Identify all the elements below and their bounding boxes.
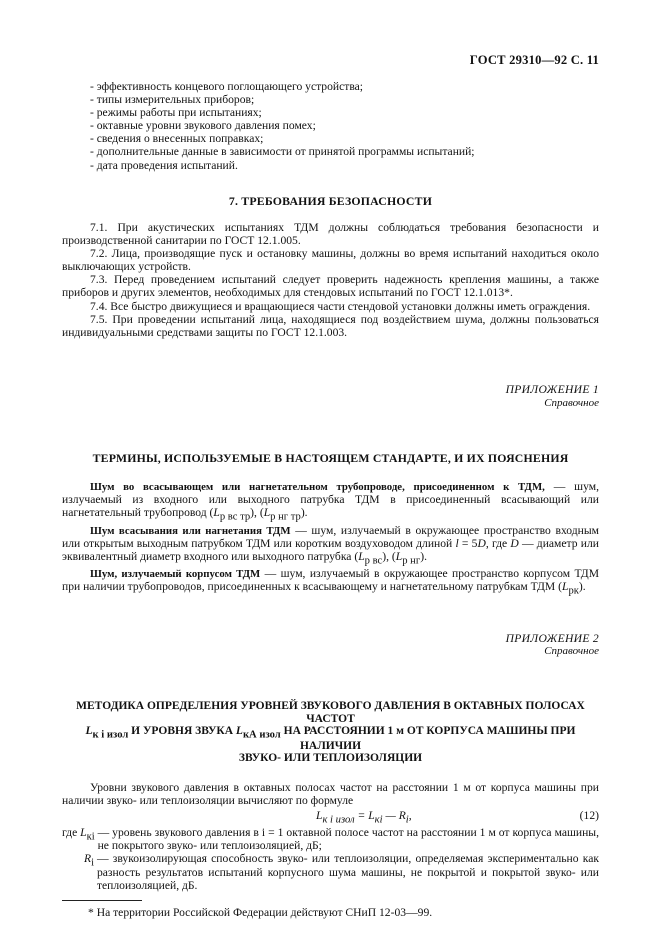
symbol-subscript: к i изол [322, 814, 355, 826]
symbol: L [235, 724, 243, 737]
punctuation: ). [578, 580, 586, 594]
symbol-subscript: p нг тр [270, 511, 301, 523]
paragraph-7-2: 7.2. Лица, производящие пуск и остановку машины, должны во время испытаний находиться около выключающих устройств. [62, 247, 599, 274]
symbol-subscript: p вс [364, 555, 383, 567]
formula-part: = L [357, 809, 375, 823]
formula-12 [62, 809, 599, 824]
paragraph-7-5: 7.5. При проведении испытаний лица, находящиеся под воздействием шума, должны пользоваться индивидуальными средствами защиты по ГОСТ 12.1.003. [62, 312, 599, 339]
symbol-subscript: кi [86, 831, 95, 843]
symbol-subscript: кi [374, 814, 383, 826]
list-item: - режимы работы при испытаниях; [90, 106, 262, 120]
method-title-line: МЕТОДИКА ОПРЕДЕЛЕНИЯ УРОВНЕЙ ЗВУКОВОГО ДАВЛЕНИЯ В ОКТАВНЫХ ПОЛОСАХ ЧАСТОТ [76, 700, 585, 725]
symbol: L [85, 724, 93, 737]
where-label: где [62, 826, 78, 840]
method-title-part: НА РАССТОЯНИИ 1 м ОТ КОРПУСА МАШИНЫ ПРИ НАЛИЧИИ [283, 724, 576, 752]
term-definition: — диаметр или эквивалентный диаметр входного или выходного патрубка ( [62, 536, 599, 563]
symbol: L [562, 580, 569, 594]
report-contents-list [62, 80, 599, 172]
method-intro: Уровни звукового давления в октавных полосах частот на расстоянии 1 м от корпуса машины при наличии звуко- или теплоизоляции вычисляют по формуле [62, 781, 599, 808]
term-paragraph-3 [62, 567, 599, 597]
equation-part: = 5 [461, 536, 478, 550]
appendix-title: ПРИЛОЖЕНИЕ 1 [505, 382, 599, 396]
punctuation: , [408, 809, 412, 823]
symbol-subscript: кА изол [242, 728, 281, 740]
term-definition: , где [485, 536, 508, 550]
appendix-2-label [62, 633, 599, 658]
term-definition: — шум, излучаемый из входного или выходного патрубка ТДМ в присоединенный всасывающий или нагнетательный трубопровод ( [62, 480, 599, 520]
term-label: Шум всасывания или нагнетания ТДМ [90, 524, 291, 537]
definition-lki [62, 826, 599, 852]
formula-expression [316, 809, 412, 826]
definition-text: — уровень звукового давления в i = 1 октавной полосе частот на расстоянии 1 м от корпуса машины, не покрытого звуко- или теплоизоляцией, дБ; [97, 826, 599, 853]
method-title-line [62, 725, 599, 752]
paragraph-7-1: 7.1. При акустических испытаниях ТДМ должны соблюдаться требования безопасности и производственной санитарии по ГОСТ 12.1.005. [62, 220, 599, 248]
section-title-safety: 7. ТРЕБОВАНИЯ БЕЗОПАСНОСТИ [228, 193, 433, 208]
term-definition: — шум, излучаемый в окружающее пространство входным или открытым выходным патрубком ТДМ или коротким воздуховодом длиной [62, 523, 599, 550]
formula-number: (12) [579, 809, 599, 823]
definition-key [62, 852, 97, 891]
appendix-title: ПРИЛОЖЕНИЕ 2 [505, 631, 599, 645]
symbol-subscript: pк [568, 585, 579, 597]
term-paragraph-1 [62, 480, 599, 524]
appendix-subtitle: Справочное [544, 396, 599, 409]
method-title [62, 700, 599, 764]
symbol: L [263, 506, 271, 520]
appendix-1-label [62, 384, 599, 409]
list-item: - сведения о внесенных поправках; [90, 132, 264, 146]
symbol-subscript: к i изол [92, 728, 129, 740]
list-item: - эффективность концевого поглощающего устройства; [90, 80, 364, 93]
term-label: Шум во всасывающем или нагнетательном трубопроводе, присоединенном к ТДМ, [90, 481, 545, 493]
symbol: L [358, 549, 365, 563]
term-paragraph-2 [62, 524, 599, 568]
method-title-line: ЗВУКО- ИЛИ ТЕПЛОИЗОЛЯЦИИ [238, 752, 423, 765]
symbol: L [80, 826, 87, 840]
symbol-subscript: p вс тр [219, 511, 251, 523]
punctuation: ). [420, 549, 427, 563]
method-title-part: И УРОВНЯ ЗВУКА [131, 724, 234, 737]
symbol-subscript: p нг [402, 555, 421, 567]
page-content [62, 80, 599, 919]
footnote: * На территории Российской Федерации действуют СНиП 12-03—99. [88, 905, 433, 919]
page-header: ГОСТ 29310—92 С. 11 [469, 53, 599, 67]
punctuation: ), ( [250, 506, 264, 520]
definition-text: — звукоизолирующая способность звуко- или теплоизоляции, определяемая экспериментально как разность результатов испытаний корпусного шума машины, не покрытой и покрытой звуко- или теплоизоляцией, дБ. [96, 852, 599, 892]
symbol: R [84, 852, 92, 866]
appendix-subtitle: Справочное [544, 645, 599, 658]
definition-ri [62, 852, 599, 891]
terms-title: ТЕРМИНЫ, ИСПОЛЬЗУЕМЫЕ В НАСТОЯЩЕМ СТАНДАРТЕ, И ИХ ПОЯСНЕНИЯ [92, 450, 569, 465]
formula-part: — R [385, 809, 406, 823]
symbol-subscript: i [405, 814, 409, 826]
term-label: Шум, излучаемый корпусом ТДМ [90, 568, 261, 581]
symbol-subscript: i [91, 857, 95, 869]
symbol: L [395, 549, 403, 563]
punctuation: ), ( [382, 549, 396, 563]
term-definition: — шум, излучаемый в окружающее пространство корпусом ТДМ при наличии трубопроводов, присоединенных к всасывающему и нагнетательному патрубкам ТДМ ( [62, 567, 600, 594]
symbol: L [213, 506, 220, 520]
symbol: L [316, 809, 323, 823]
definition-key [62, 826, 98, 852]
list-item: - типы измерительных приборов; [90, 93, 255, 107]
footnote-divider [62, 900, 142, 901]
list-item: - октавные уровни звукового давления помех; [90, 119, 316, 133]
symbol: l [455, 536, 459, 550]
symbol: D [477, 536, 486, 550]
symbol: D [510, 536, 519, 550]
list-item: - дата проведения испытаний. [90, 158, 238, 172]
paragraph-7-4: 7.4. Все быстро движущиеся и вращающиеся части стендовой установки должны иметь ограждения. [90, 299, 591, 313]
paragraph-7-3: 7.3. Перед проведением испытаний следует проверить надежность крепления машины, а также приборов и других элементов, необходимых для стендовых испытаний по ГОСТ 12.1.013*. [62, 273, 599, 300]
punctuation: ). [300, 506, 308, 520]
list-item: - дополнительные данные в зависимости от принятой программы испытаний; [90, 145, 475, 159]
